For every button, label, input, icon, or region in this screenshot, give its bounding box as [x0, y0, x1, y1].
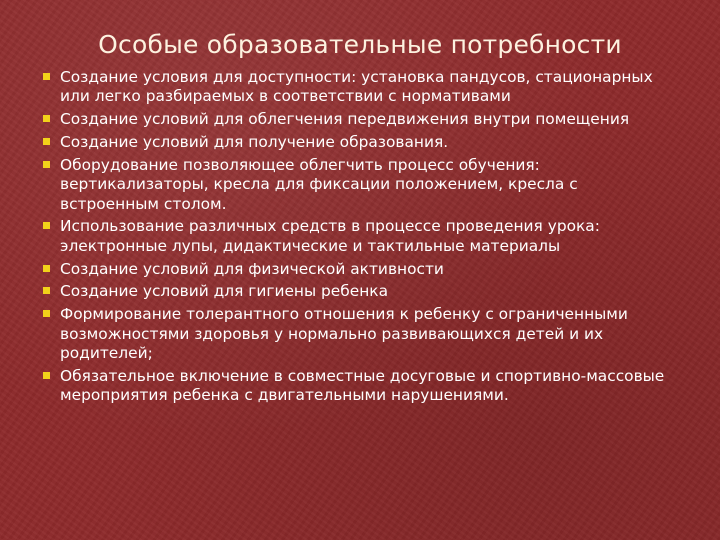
- bullet-item: [40, 156, 680, 214]
- bullet-text: Формирование толерантного отношения к ребенку с ограниченными возможностями здоровья у нормально развивающихся детей и их родителей;: [60, 305, 628, 363]
- bullet-item: [40, 68, 680, 107]
- square-bullet-icon: [43, 73, 50, 80]
- square-bullet-icon: [43, 372, 50, 379]
- square-bullet-icon: [43, 287, 50, 294]
- square-bullet-icon: [43, 310, 50, 317]
- bullet-item: [40, 133, 680, 152]
- bullet-item: [40, 110, 680, 129]
- square-bullet-icon: [43, 161, 50, 168]
- bullet-list: [40, 68, 680, 409]
- bullet-text: Создание условий для облегчения передвижения внутри помещения: [60, 110, 630, 129]
- bullet-text: Создание условия для доступности: установка пандусов, стационарных или легко разбираемых в соответствии с нормативами: [60, 68, 653, 106]
- slide-title: Особые образовательные потребности: [98, 30, 622, 59]
- bullet-text: Использование различных средств в процессе проведения урока: электронные лупы, дидактические и тактильные материалы: [60, 217, 600, 255]
- square-bullet-icon: [43, 222, 50, 229]
- bullet-item: [40, 217, 680, 256]
- bullet-item: [40, 305, 680, 363]
- bullet-item: [40, 282, 680, 301]
- bullet-item: [40, 367, 680, 406]
- bullet-text: Создание условий для получение образования.: [60, 133, 449, 151]
- bullet-text: Оборудование позволяющее облегчить процесс обучения: вертикализаторы, кресла для фиксации положением, кресла с встроенным столом.: [60, 155, 578, 213]
- bullet-text: Обязательное включение в совместные досуговые и спортивно-массовые мероприятия ребенка с двигательными нарушениями.: [60, 366, 665, 405]
- bullet-text: Создание условий для физической активности: [60, 259, 444, 278]
- bullet-text: Создание условий для гигиены ребенка: [60, 282, 389, 301]
- square-bullet-icon: [43, 138, 50, 145]
- square-bullet-icon: [43, 115, 50, 122]
- square-bullet-icon: [43, 265, 50, 272]
- bullet-item: [40, 260, 680, 279]
